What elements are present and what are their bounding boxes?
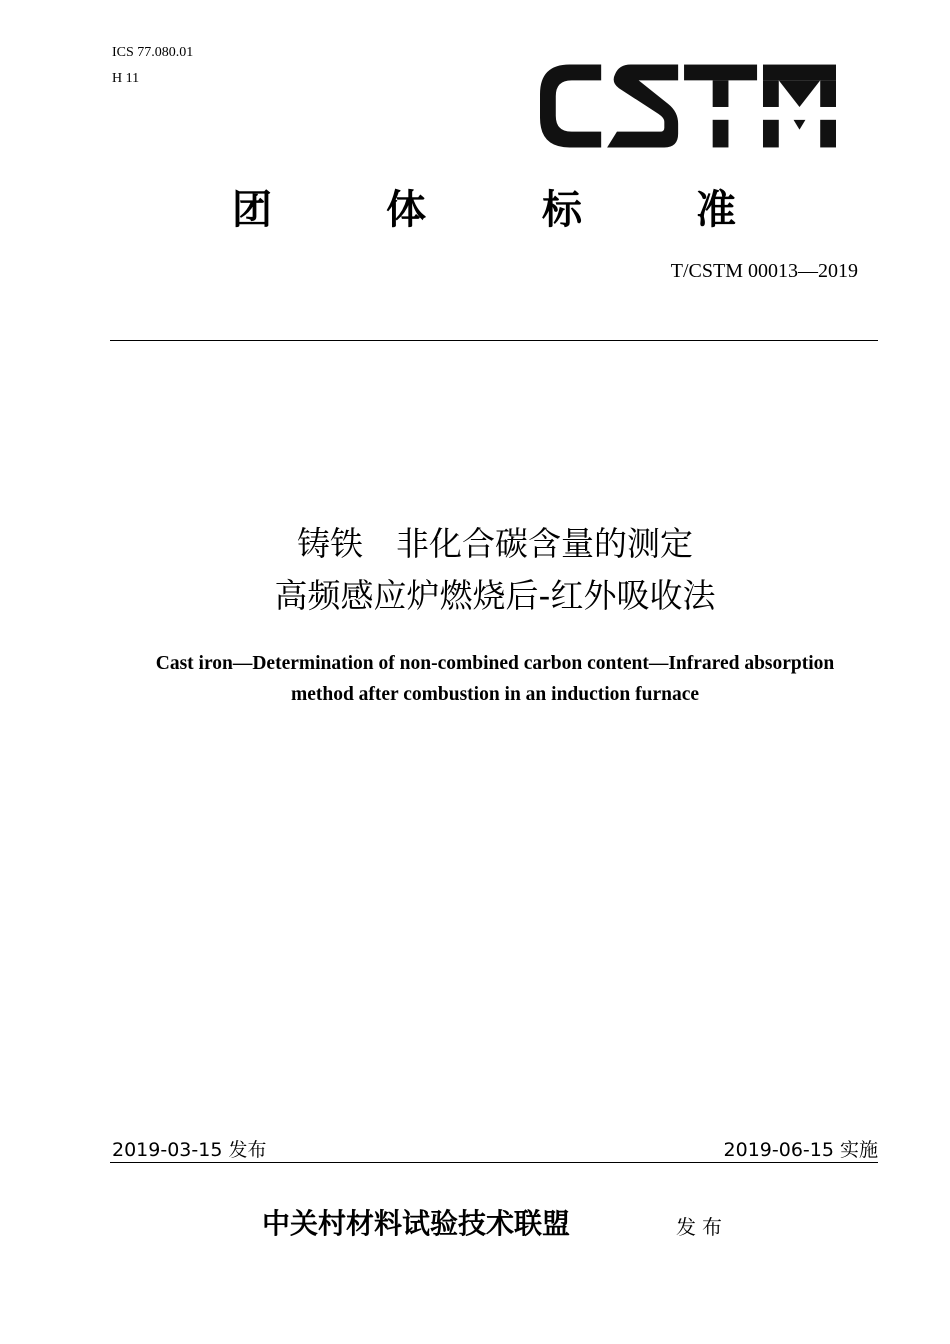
ccs-code: H 11: [112, 71, 140, 86]
top-divider: [110, 340, 878, 341]
english-title-line1: Cast iron—Determination of non-combined carbon content—Infrared absorption: [155, 653, 835, 674]
chinese-title-line2: 高频感应炉燃烧后-红外吸收法: [274, 576, 716, 615]
issue-date: 2019-03-15 发布: [112, 1139, 267, 1161]
logo-letter-t: [684, 65, 757, 148]
chinese-title-line1: 铸铁 非化合碳含量的测定: [297, 524, 693, 563]
effective-date: 2019-06-15 实施: [723, 1139, 878, 1161]
english-title-line2: method after combustion in an induction furnace: [290, 684, 700, 705]
kind-char: 团: [232, 187, 272, 233]
kind-char: 准: [696, 187, 736, 233]
kind-char: 体: [386, 187, 426, 233]
ics-code: ICS 77.080.01: [112, 45, 194, 60]
kind-char: 标: [542, 187, 582, 233]
bottom-divider: [110, 1162, 878, 1163]
standard-code: T/CSTM 00013—2019: [670, 260, 858, 282]
cstm-logo: [540, 64, 836, 148]
logo-letter-s: [607, 65, 678, 148]
publisher-suffix: 发布: [676, 1215, 728, 1239]
publisher: 中关村材料试验技术联盟: [262, 1207, 571, 1240]
logo-letter-m: [763, 65, 836, 148]
logo-letter-c: [540, 65, 601, 148]
